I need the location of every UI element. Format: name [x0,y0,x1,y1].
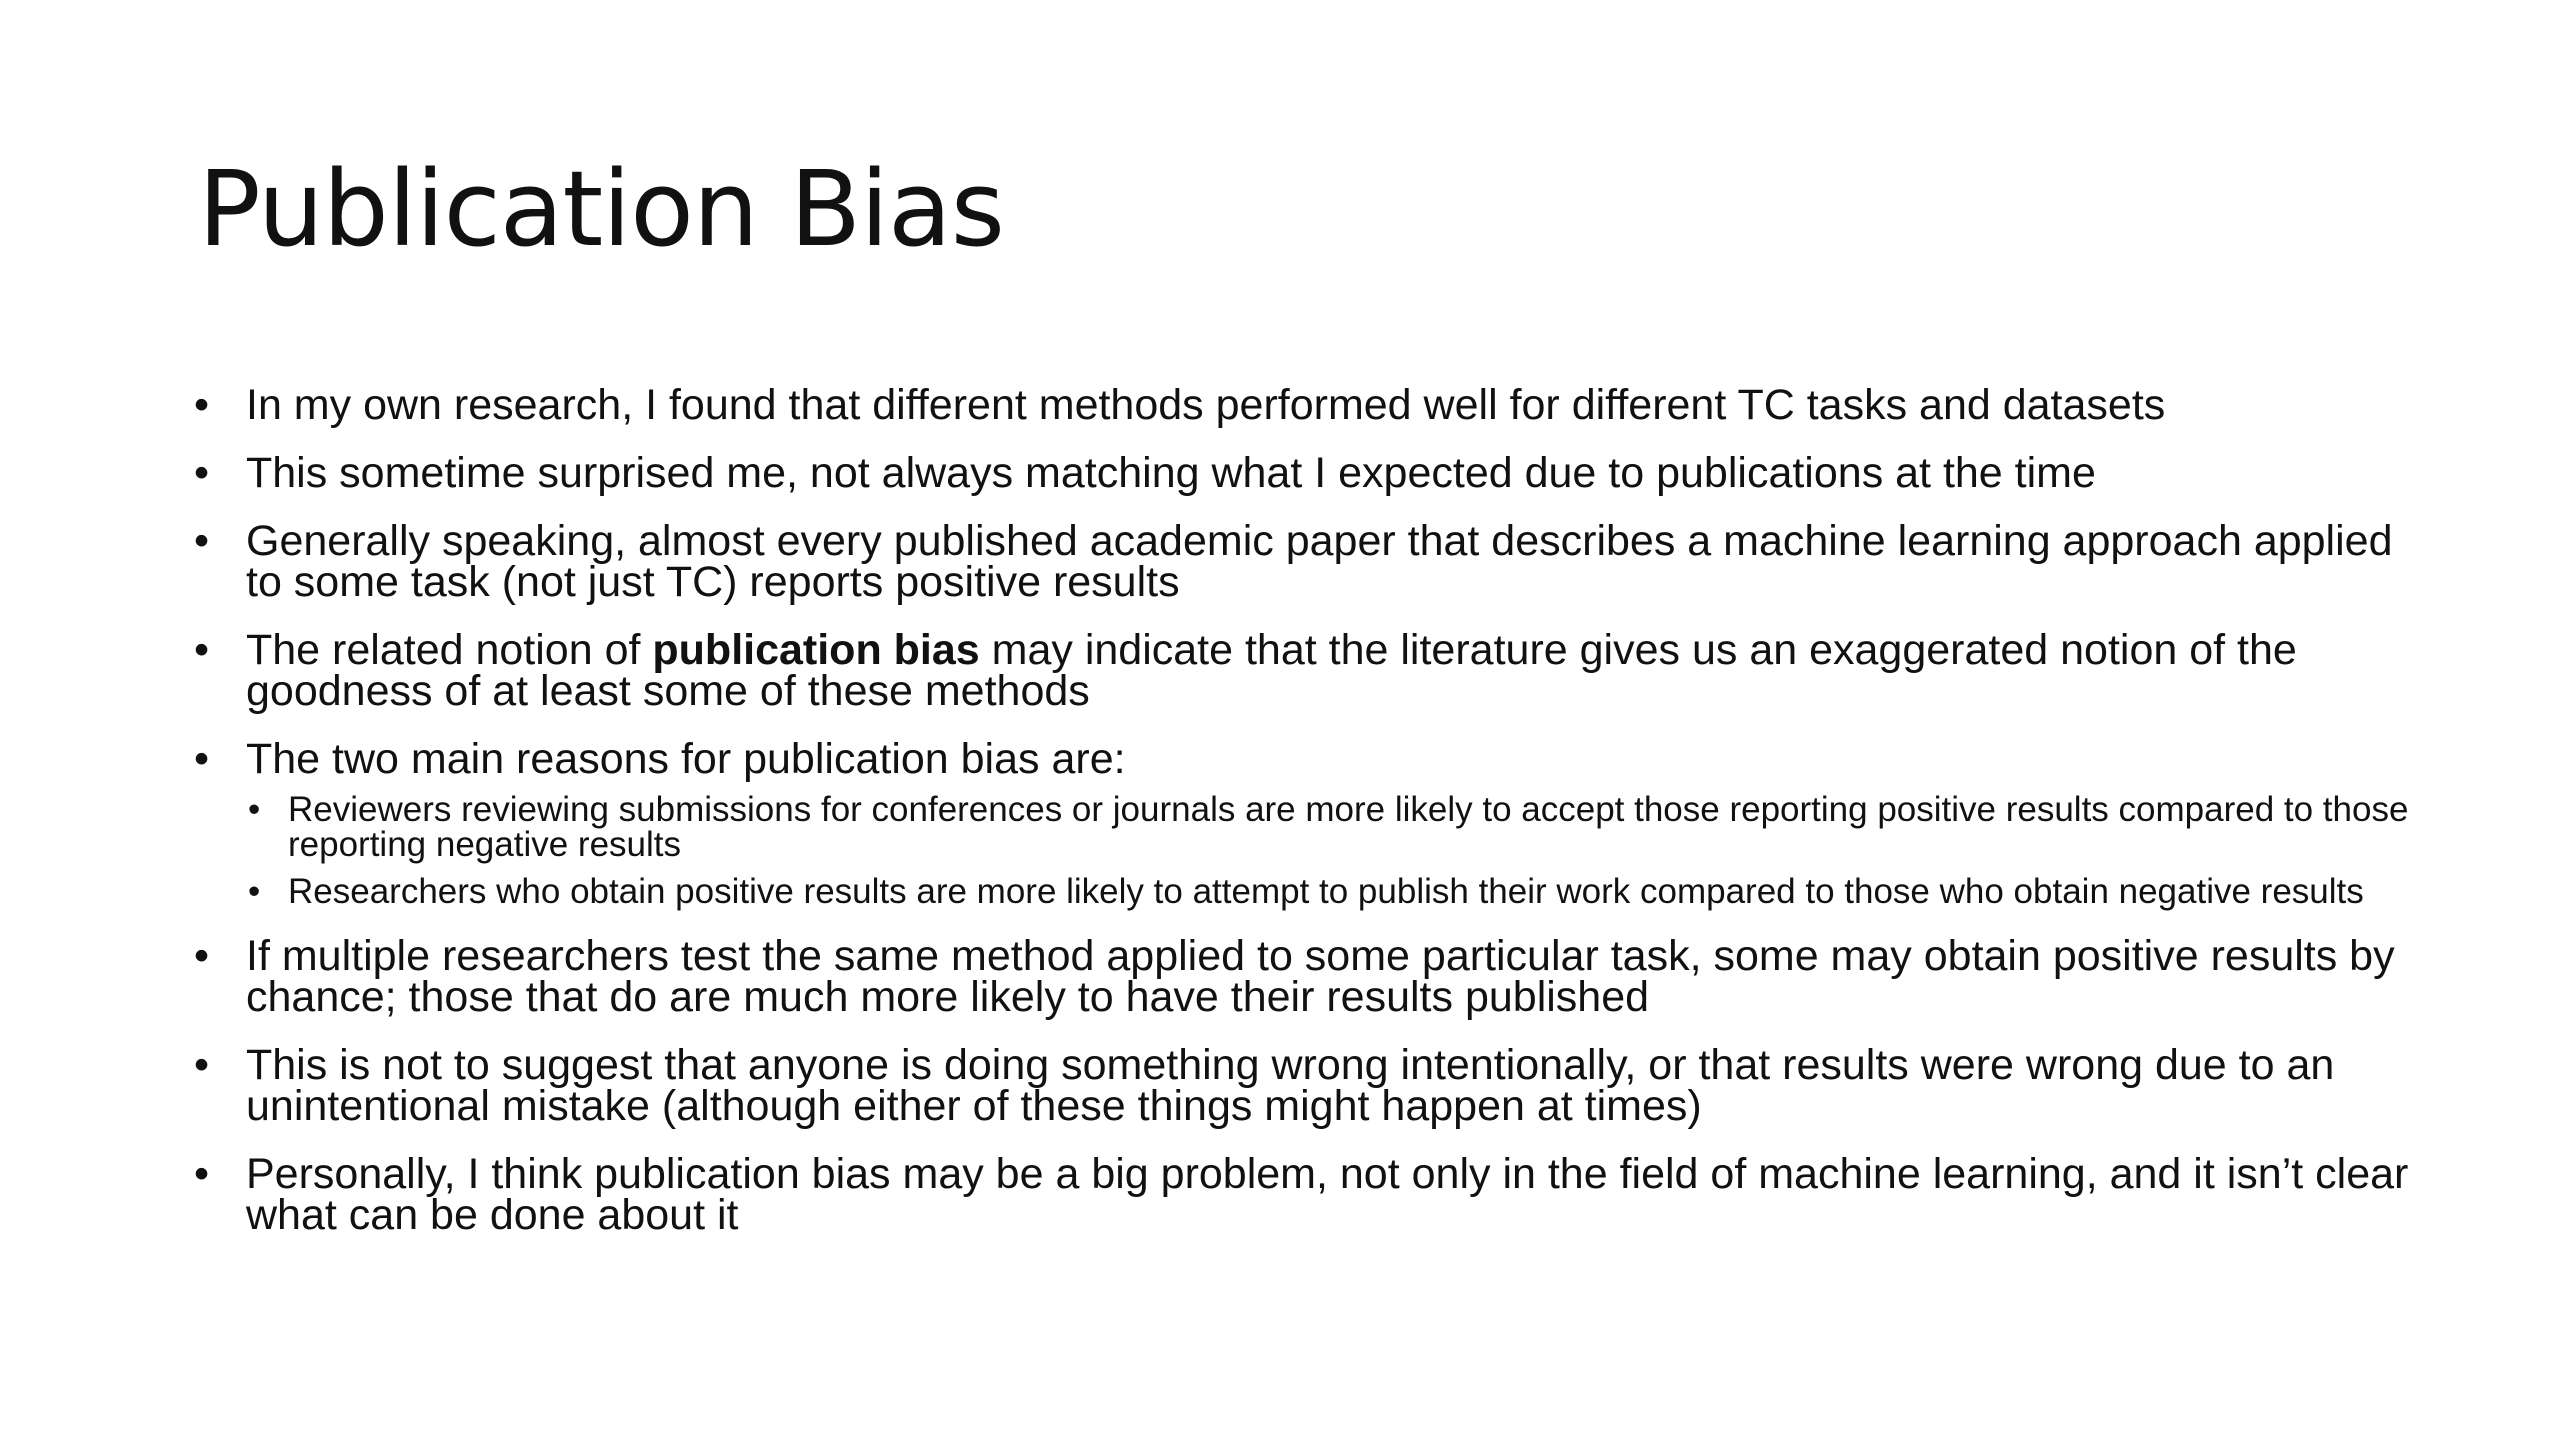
bullet-text: If multiple researchers test the same method applied to some particular task, some may obtain positive results by chance; those that do are much more likely to have their results published [246,932,2395,1021]
bullet-item [190,381,2420,429]
bullet-item [190,517,2420,606]
bullet-text: Personally, I think publication bias may be a big problem, not only in the field of machine learning, and it isn’t clear what can be done about it [246,1150,2409,1239]
slide-title: Publication Bias [198,148,1004,270]
bullet-item [190,735,2420,911]
bullet-text: Generally speaking, almost every published academic paper that describes a machine learning approach applied to some task (not just TC) reports positive results [246,517,2393,606]
sub-bullet-text: Reviewers reviewing submissions for conferences or journals are more likely to accept those reporting positive results compared to those reporting negative results [288,790,2409,864]
sub-bullet-list [190,792,2420,909]
bullet-item [190,449,2420,497]
bullet-item [190,1041,2420,1130]
sub-bullet-item [190,874,2420,909]
bullet-text: This sometime surprised me, not always matching what I expected due to publications at the time [246,449,2096,497]
bullet-item [190,1150,2420,1239]
bullet-item [190,932,2420,1021]
bullet-text-after: may indicate that the literature gives us an exaggerated notion of the goodness of at least some of these methods [246,626,2297,715]
bullet-text: The two main reasons for publication bias are: [246,735,1126,783]
bullet-item [190,626,2420,715]
sub-bullet-item [190,792,2420,862]
bold-term: publication bias [652,626,980,674]
bullet-text-before: The related notion of [246,626,653,674]
sub-bullet-text: Researchers who obtain positive results are more likely to attempt to publish their work compared to those who obtain negative results [288,872,2364,911]
bullet-text: This is not to suggest that anyone is doing something wrong intentionally, or that results were wrong due to an unintentional mistake (although either of these things might happen at times) [246,1041,2335,1130]
bullet-list [190,381,2420,1263]
bullet-text: In my own research, I found that different methods performed well for different TC tasks and datasets [246,381,2166,429]
